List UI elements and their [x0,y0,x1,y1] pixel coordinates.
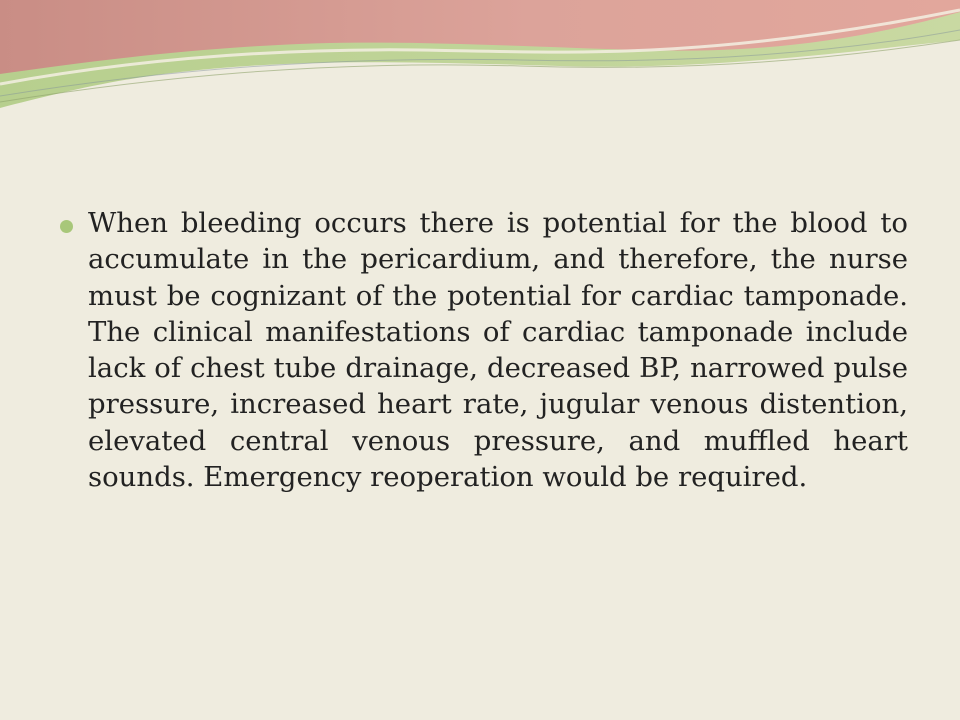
bullet-item [60,205,908,495]
bullet-text: When bleeding occurs there is potential for the blood to accumulate in the pericardium, and therefore, the nurse must be cognizant of the potential for cardiac tamponade. The clinical manifestations of cardiac tamponade include lack of chest tube drainage, decreased BP, narrowed pulse pressure, increased heart rate, jugular venous distention, elevated central venous pressure, and muffled heart sounds. Emergency reoperation would be required. [88,207,908,494]
decorative-header-wave [0,0,960,120]
slide-body [60,205,908,495]
bullet-dot-icon [60,220,73,233]
